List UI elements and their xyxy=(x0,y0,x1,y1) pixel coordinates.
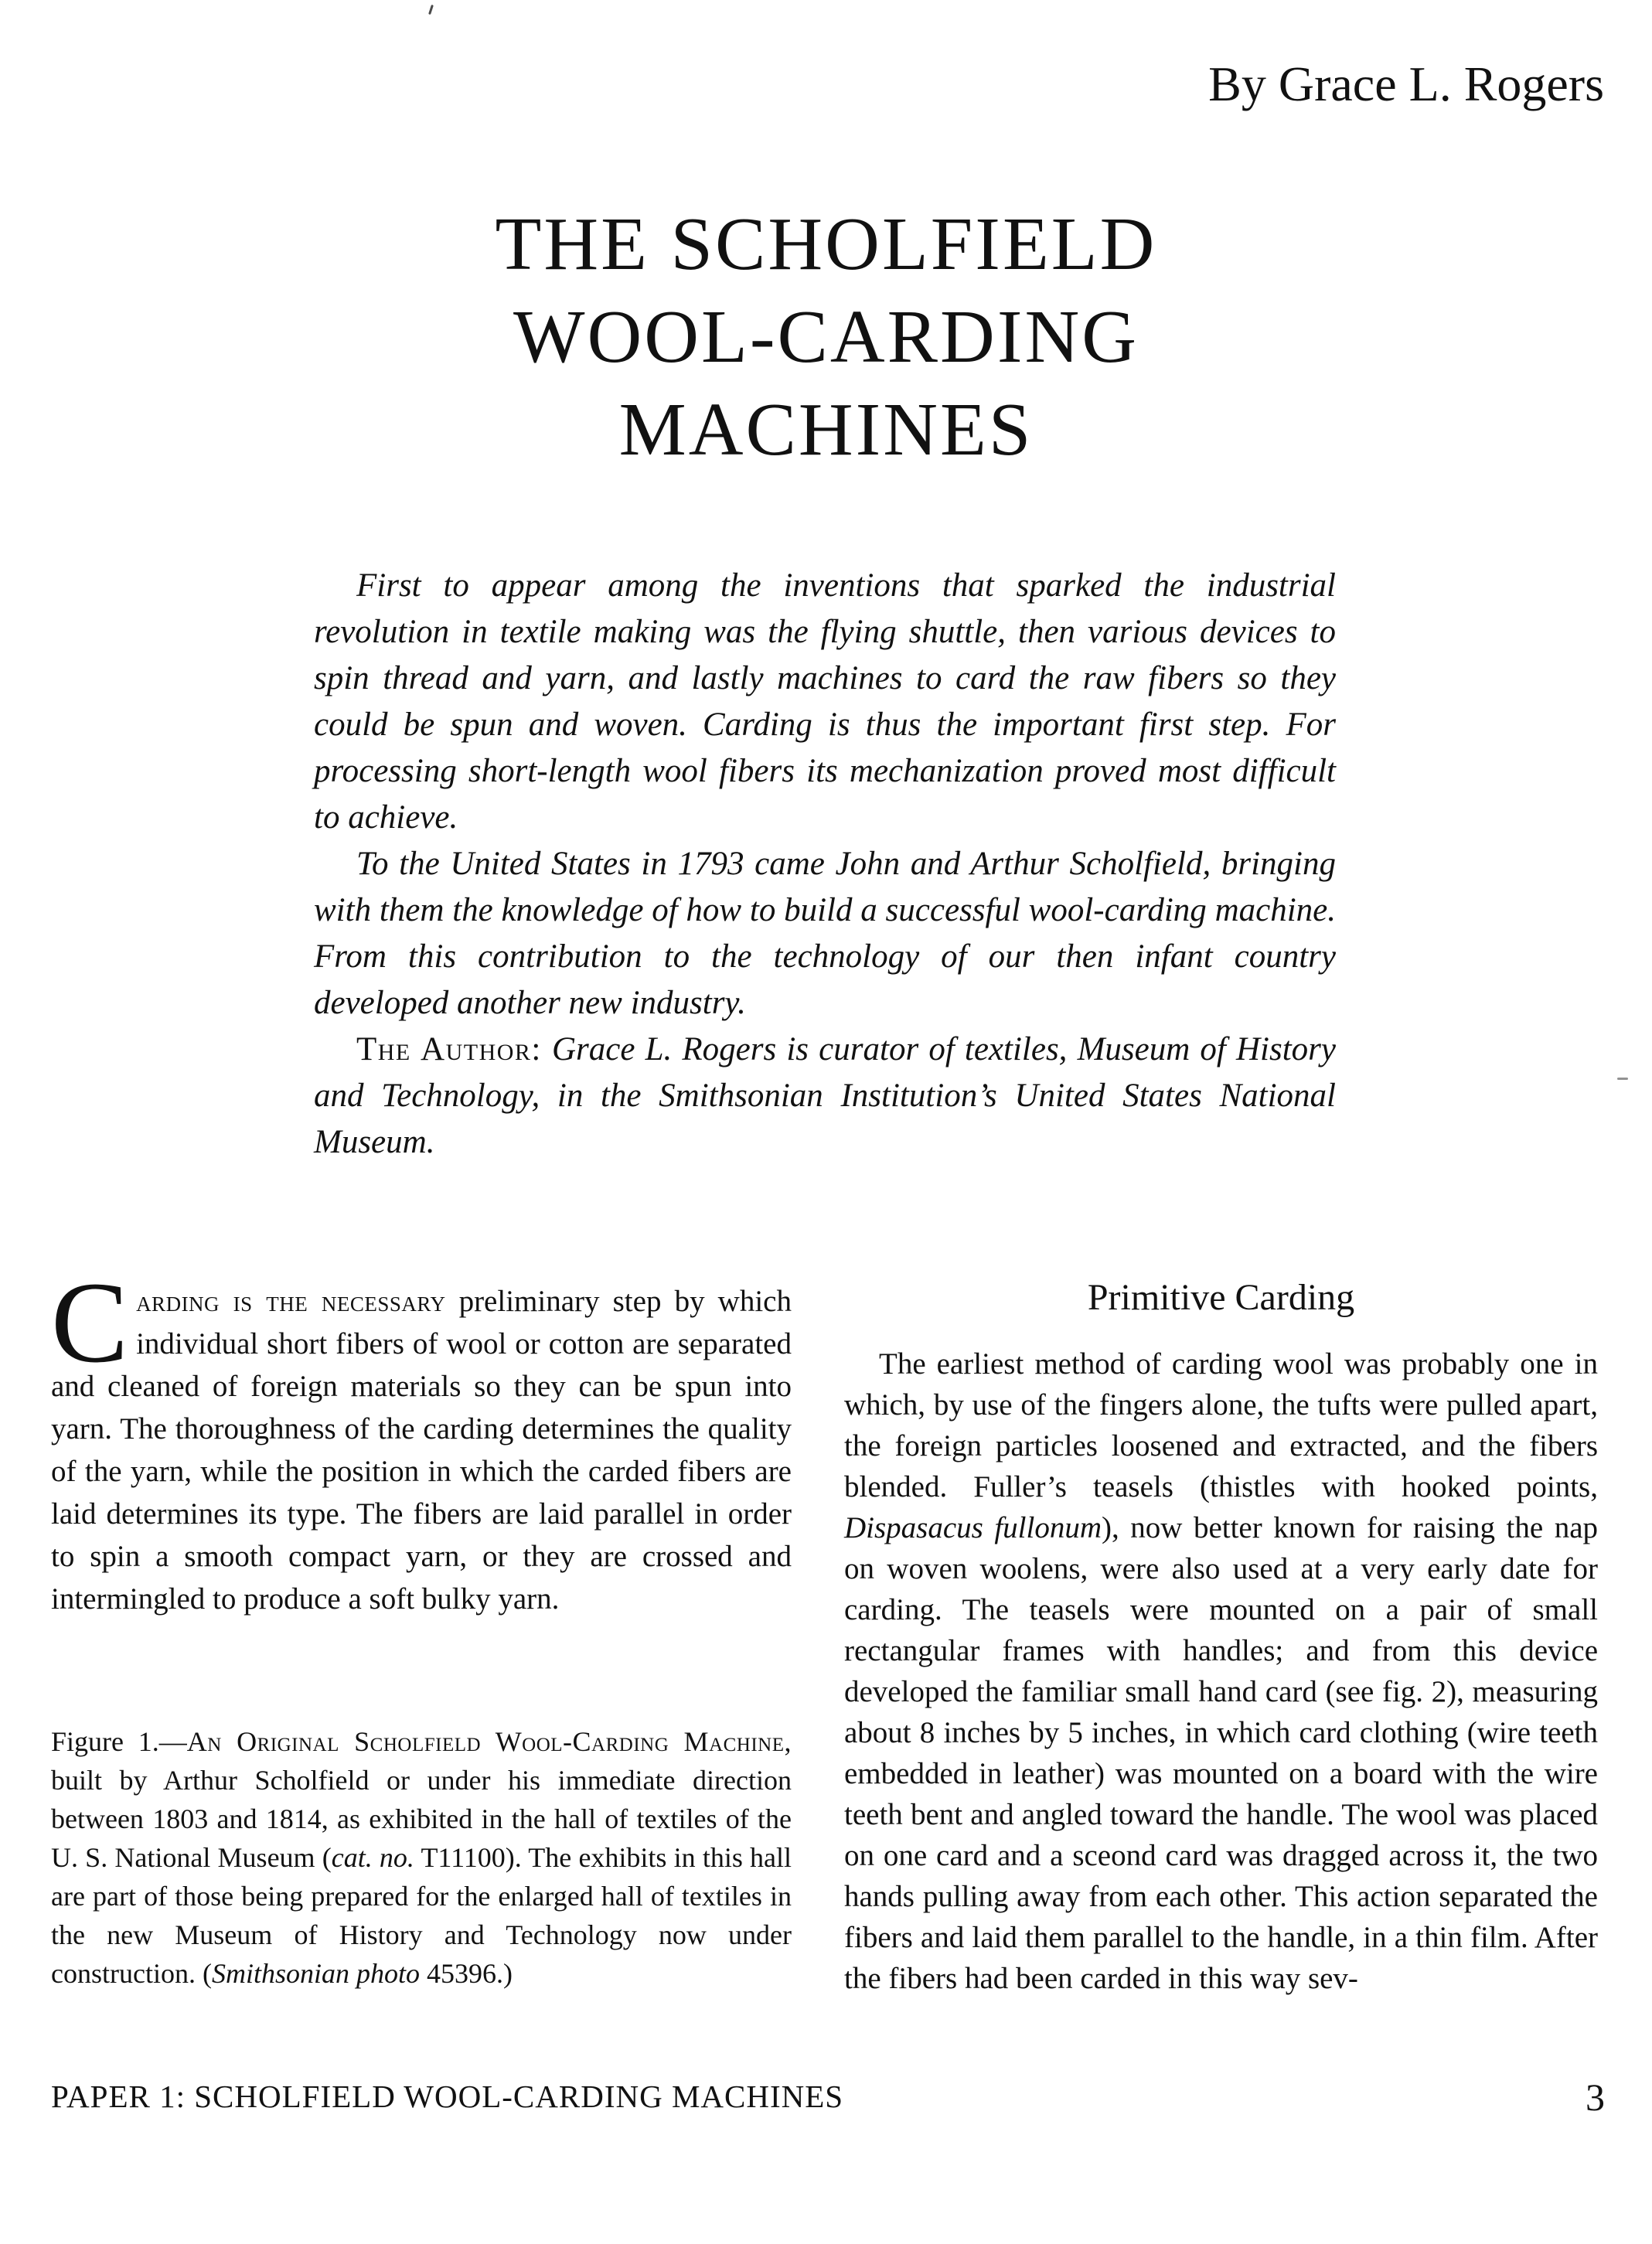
caption-figure-label: Figure 1.— xyxy=(51,1726,187,1757)
abstract-paragraph xyxy=(314,563,1336,841)
abstract-paragraph xyxy=(314,841,1336,1027)
lead-text: preliminary step by which individual short fibers of wool or cotton are separated and cleaned of foreign materials so they can be spun into yarn. The thoroughness of the carding determines the quality of the yarn, while the position in which the carded fibers are laid determines its type. The fibers are laid parallel in order to spin a smooth compact yarn, or they are crossed and intermingled to produce a soft bulky yarn. xyxy=(51,1285,792,1616)
author-label: The Author: xyxy=(356,1031,542,1068)
caption-text: T11100). The exhibits in this hall are part of those being prepared for the enlarged hall of textiles in the new Museum of History and Technology now under construction. ( xyxy=(51,1842,792,1989)
section-text: The earliest method of carding wool was probably one in which, by use of the fingers alone, the tufts were pulled apart, the foreign particles loosened and extracted, and the fibers blended. Fuller’s teasels (thistles with hooked points, xyxy=(844,1347,1598,1503)
caption-text: built by Arthur Scholfield or under his immediate direction between 1803 and 1814, as exhibited in the hall of textiles of the U. S. National Museum ( xyxy=(51,1765,792,1873)
caption-text: 45396.) xyxy=(419,1958,513,1989)
figure-caption xyxy=(51,1722,792,1993)
author-note-text: Grace L. Rogers is curator of textiles, Museum of History and Technology, in the Smithsonian Institution’s United States National Museum. xyxy=(314,1031,1336,1160)
caption-italic: cat. no. xyxy=(331,1842,414,1873)
scan-speck xyxy=(1617,1078,1628,1080)
caption-smallcaps: An Original Scholfield Wool-Carding Machine, xyxy=(186,1726,792,1757)
caption-italic: Smithsonian photo xyxy=(211,1958,420,1989)
abstract-text: First to appear among the inventions that sparked the industrial revolution in textile making was the flying shuttle, then various devices to spin thread and yarn, and lastly machines to card the raw fibers so they could be spun and woven. Carding is thus the important first step. For processing short-length wool fibers its mechanization proved most difficult to achieve. xyxy=(314,567,1336,836)
author-note xyxy=(314,1027,1336,1166)
drop-cap: C xyxy=(51,1258,129,1387)
lead-smallcaps: arding is the necessary xyxy=(136,1285,446,1318)
right-column xyxy=(844,1275,1598,1999)
abstract xyxy=(314,563,1336,1166)
lead-paragraph xyxy=(51,1258,792,1620)
page-number: 3 xyxy=(1586,2075,1605,2119)
scan-speck xyxy=(428,5,434,15)
section-paragraph xyxy=(844,1343,1598,1999)
article-title xyxy=(0,198,1652,476)
title-line: WOOL-CARDING xyxy=(513,295,1139,379)
title-line: MACHINES xyxy=(618,388,1034,472)
byline: By Grace L. Rogers xyxy=(1208,56,1604,111)
section-italic: Dispasacus fullonum xyxy=(844,1510,1102,1544)
running-title: PAPER 1: SCHOLFIELD WOOL-CARDING MACHINES xyxy=(51,2079,844,2114)
abstract-text: To the United States in 1793 came John and Arthur Scholfield, bringing with them the knowledge of how to build a successful wool-carding machine. From this contribution to the technology of our then infant country developed another new industry. xyxy=(314,846,1336,1021)
section-heading: Primitive Carding xyxy=(1087,1277,1355,1318)
page-footer xyxy=(51,2075,1605,2119)
title-line: THE SCHOLFIELD xyxy=(495,203,1157,286)
section-text: ), now better known for raising the nap on woven woolens, were also used at a very early date for carding. The teasels were mounted on a pair of small rectangular frames with handles; and from this device developed the familiar small hand card (see fig. 2), measuring about 8 inches by 5 inches, in which card clothing (wire teeth embedded in leather) was mounted on a board with the wire teeth bent and angled toward the handle. The wool was placed on one card and a sceond card was dragged across it, the two hands pulling away from each other. This action separated the fibers and laid them parallel to the handle, in a thin film. After the fibers had been carded in this way sev- xyxy=(844,1510,1599,1995)
